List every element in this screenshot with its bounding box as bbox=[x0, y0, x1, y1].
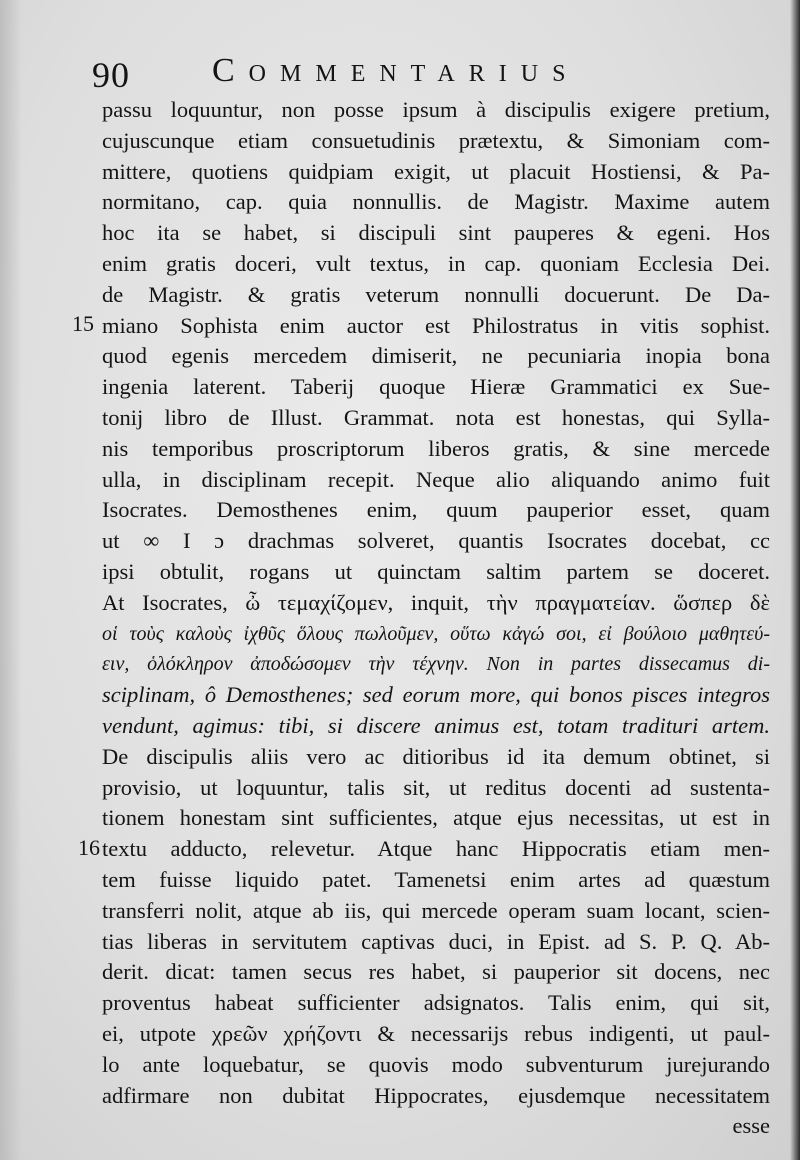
text-line: mittere, quotiens quidpiam exigit, ut placuit Hostiensi, & Pa- bbox=[102, 158, 770, 184]
text-line: ipsi obtulit, rogans ut quinctam saltim partem se doceret. bbox=[102, 558, 770, 584]
text-line: Isocrates. Demosthenes enim, quum pauperior esset, quam bbox=[102, 497, 770, 523]
text-line: vendunt, agimus: tibi, si discere animus est, totam tradituri artem. bbox=[102, 712, 770, 738]
text-line: de Magistr. & gratis veterum nonnulli docuerunt. De Da- bbox=[102, 281, 770, 307]
text-line: ειν, ὁλόκληρον ἀποδώσομεν τὴν τέχνην. Non in partes dissecamus di- bbox=[102, 653, 770, 676]
text-line: proventus habeat sufficienter adsignatos. Talis enim, qui sit, bbox=[102, 990, 770, 1016]
text-line: tonij libro de Illust. Grammat. nota est honestas, qui Sylla- bbox=[102, 404, 770, 430]
text-line: miano Sophista enim auctor est Philostratus in vitis sophist. bbox=[102, 312, 770, 338]
text-line: lo ante loquebatur, se quovis modo subventurum jurejurando bbox=[102, 1051, 770, 1077]
text-line: provisio, ut loquuntur, talis sit, ut reditus docenti ad sustenta- bbox=[102, 774, 770, 800]
page-edge-shadow bbox=[790, 0, 800, 1160]
page-gutter-shadow bbox=[0, 0, 22, 1160]
body-text bbox=[102, 95, 770, 1142]
text-line: sciplinam, ô Demosthenes; sed eorum more, qui bonos pisces integros bbox=[102, 682, 770, 708]
text-line: cujuscunque etiam consuetudinis prætextu, & Simoniam com- bbox=[102, 127, 770, 153]
text-line: At Isocrates, ὦ τεμαχίζομεν, inquit, τὴν πραγματείαν. ὥσπερ δὲ bbox=[102, 589, 770, 615]
margin-number-15: 15 bbox=[72, 311, 94, 336]
text-line: passu loquuntur, non posse ipsum à discipulis exigere pretium, bbox=[102, 97, 770, 122]
text-line: tionem honestam sint sufficientes, atque ejus necessitas, ut est in bbox=[102, 805, 770, 831]
text-line: De discipulis aliis vero ac ditioribus id ita demum obtinet, si bbox=[102, 743, 770, 769]
running-title: Commentarius bbox=[212, 52, 580, 89]
text-line: ingenia laterent. Taberij quoque Hieræ Grammatici ex Sue- bbox=[102, 374, 770, 400]
text-line: tias liberas in servitutem captivas duci, in Epist. ad S. P. Q. Ab- bbox=[102, 928, 770, 954]
catchword: esse bbox=[732, 1113, 770, 1139]
text-line: ut ∞ I ɔ drachmas solveret, quantis Isocrates docebat, cc bbox=[102, 528, 770, 554]
page-number: 90 bbox=[92, 55, 130, 95]
text-line: quod egenis mercedem dimiserit, ne pecuniaria inopia bona bbox=[102, 343, 770, 369]
text-line: textu adducto, relevetur. Atque hanc Hippocratis etiam men- bbox=[102, 836, 770, 862]
text-line: tem fuisse liquido patet. Tamenetsi enim artes ad quæstum bbox=[102, 866, 770, 892]
text-line: hoc ita se habet, si discipuli sint pauperes & egeni. Hos bbox=[102, 220, 770, 246]
text-line: nis temporibus proscriptorum liberos gratis, & sine mercede bbox=[102, 435, 770, 461]
text-line: ulla, in disciplinam recepit. Neque alio aliquando animo fuit bbox=[102, 466, 770, 492]
margin-number-16: 16 bbox=[78, 835, 100, 860]
text-line: normitano, cap. quia nonnullis. de Magistr. Maxime autem bbox=[102, 189, 770, 215]
text-line: derit. dicat: tamen secus res habet, si pauperior sit docens, nec bbox=[102, 959, 770, 985]
page-header bbox=[92, 50, 772, 94]
text-line: οἱ τοὺς καλοὺς ἰχθῦς ὅλους πωλοῦμεν, οὕτω κἀγώ σοι, εἰ βούλοιο μαθητεύ- bbox=[102, 622, 770, 645]
text-line: transferri nolit, atque ab iis, qui mercede operam suam locant, scien- bbox=[102, 897, 770, 923]
text-line: enim gratis doceri, vult textus, in cap. quoniam Ecclesia Dei. bbox=[102, 250, 770, 276]
text-line: adfirmare non dubitat Hippocrates, ejusdemque necessitatem bbox=[102, 1082, 770, 1108]
text-line: ei, utpote χρεῶν χρήζοντι & necessarijs rebus indigenti, ut paul- bbox=[102, 1020, 770, 1046]
